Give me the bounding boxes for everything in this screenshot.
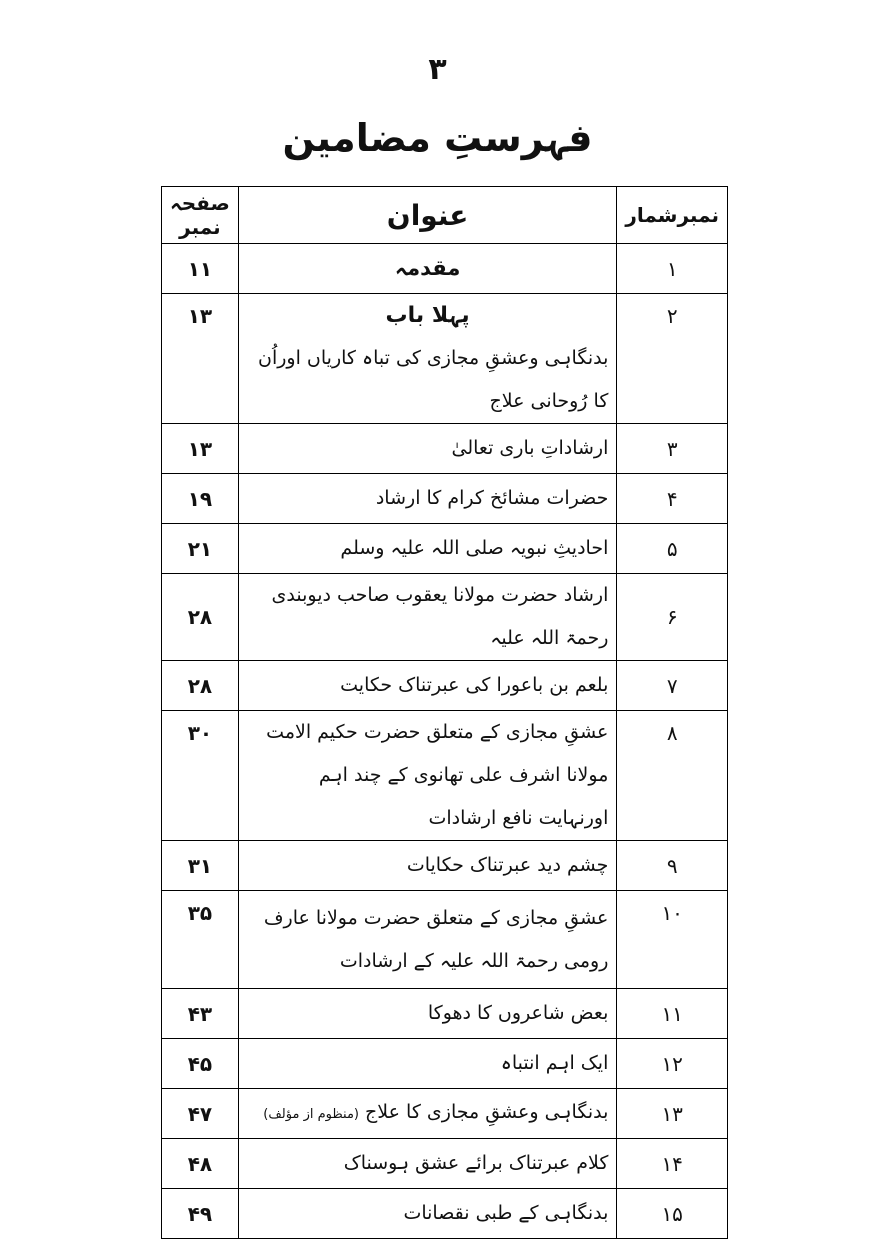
row-title: کلام عبرتناک برائے عشق ہوسناک <box>238 1139 617 1189</box>
row-number: ۹ <box>617 841 728 891</box>
row-title: عشقِ مجازی کے متعلق حضرت حکیم الامت مولانا اشرف علی تھانوی کے چند اہم اورنہایت نافع ارشادات <box>238 711 617 841</box>
row-number: ۵ <box>617 524 728 574</box>
row-title: بدنگاہی وعشقِ مجازی کی تباہ کاریاں اوراُن کا رُوحانی علاج <box>258 347 609 412</box>
row-page: ۲۸ <box>162 661 239 711</box>
row-number: ۷ <box>617 661 728 711</box>
header-serial: نمبرشمار <box>617 187 728 244</box>
row-number: ۱۴ <box>617 1139 728 1189</box>
table-row <box>162 1089 728 1139</box>
table-row <box>162 1189 728 1239</box>
row-page: ۴۸ <box>162 1139 239 1189</box>
row-page: ۳۰ <box>162 711 239 841</box>
row-page: ۲۱ <box>162 524 239 574</box>
row-number: ۲ <box>617 294 728 424</box>
row-title-cell <box>238 294 617 424</box>
row-number: ۱۵ <box>617 1189 728 1239</box>
table-row <box>162 1039 728 1089</box>
row-title: عشقِ مجازی کے متعلق حضرت مولانا عارف رومی رحمۃ اللہ علیہ کے ارشادات <box>238 891 617 989</box>
header-title: عنوان <box>238 187 617 244</box>
row-title: بدنگاہی کے طبی نقصانات <box>238 1189 617 1239</box>
row-page: ۱۳ <box>162 424 239 474</box>
row-title: مقدمہ <box>238 244 617 294</box>
row-title: بدنگاہی وعشقِ مجازی کا علاج <box>365 1101 609 1123</box>
table-row <box>162 841 728 891</box>
table-row <box>162 244 728 294</box>
row-page: ۴۹ <box>162 1189 239 1239</box>
chapter-heading: پہلا باب <box>385 303 470 328</box>
table-row <box>162 574 728 661</box>
table-row <box>162 891 728 989</box>
row-title: حضرات مشائخ کرام کا ارشاد <box>238 474 617 524</box>
table-row <box>162 524 728 574</box>
table-row <box>162 661 728 711</box>
page-title: فہرستِ مضامین <box>282 116 593 160</box>
row-page: ۱۳ <box>162 294 239 424</box>
row-number: ۸ <box>617 711 728 841</box>
row-note: (منظوم از مؤلف) <box>263 1107 359 1122</box>
row-page: ۴۵ <box>162 1039 239 1089</box>
row-number: ۱۳ <box>617 1089 728 1139</box>
table-row <box>162 474 728 524</box>
table-row <box>162 294 728 424</box>
table-row <box>162 424 728 474</box>
row-page: ۴۷ <box>162 1089 239 1139</box>
row-number: ۱۱ <box>617 989 728 1039</box>
row-number: ۴ <box>617 474 728 524</box>
table-row <box>162 1139 728 1189</box>
row-title: ایک اہم انتباہ <box>238 1039 617 1089</box>
row-title: چشم دید عبرتناک حکایات <box>238 841 617 891</box>
row-number: ۱۰ <box>617 891 728 989</box>
table-row <box>162 711 728 841</box>
row-page: ۳۱ <box>162 841 239 891</box>
row-title: بلعم بن باعورا کی عبرتناک حکایت <box>238 661 617 711</box>
table-row <box>162 989 728 1039</box>
row-title: بعض شاعروں کا دھوکا <box>238 989 617 1039</box>
table-header-row <box>162 187 728 244</box>
row-number: ۶ <box>617 574 728 661</box>
row-page: ۳۵ <box>162 891 239 989</box>
row-number: ۳ <box>617 424 728 474</box>
row-number: ۱۲ <box>617 1039 728 1089</box>
row-title-cell <box>238 1089 617 1139</box>
header-page: صفحہ نمبر <box>162 187 239 244</box>
row-page: ۴۳ <box>162 989 239 1039</box>
row-title: احادیثِ نبویہ صلی اللہ علیہ وسلم <box>238 524 617 574</box>
row-title: ارشاداتِ باری تعالیٰ <box>238 424 617 474</box>
row-number: ۱ <box>617 244 728 294</box>
row-title: ارشاد حضرت مولانا یعقوب صاحب دیوبندی رحمۃ اللہ علیہ <box>238 574 617 661</box>
table-of-contents <box>161 186 728 1239</box>
row-page: ۱۱ <box>162 244 239 294</box>
row-page: ۱۹ <box>162 474 239 524</box>
page-number: ۳ <box>428 52 447 87</box>
row-page: ۲۸ <box>162 574 239 661</box>
